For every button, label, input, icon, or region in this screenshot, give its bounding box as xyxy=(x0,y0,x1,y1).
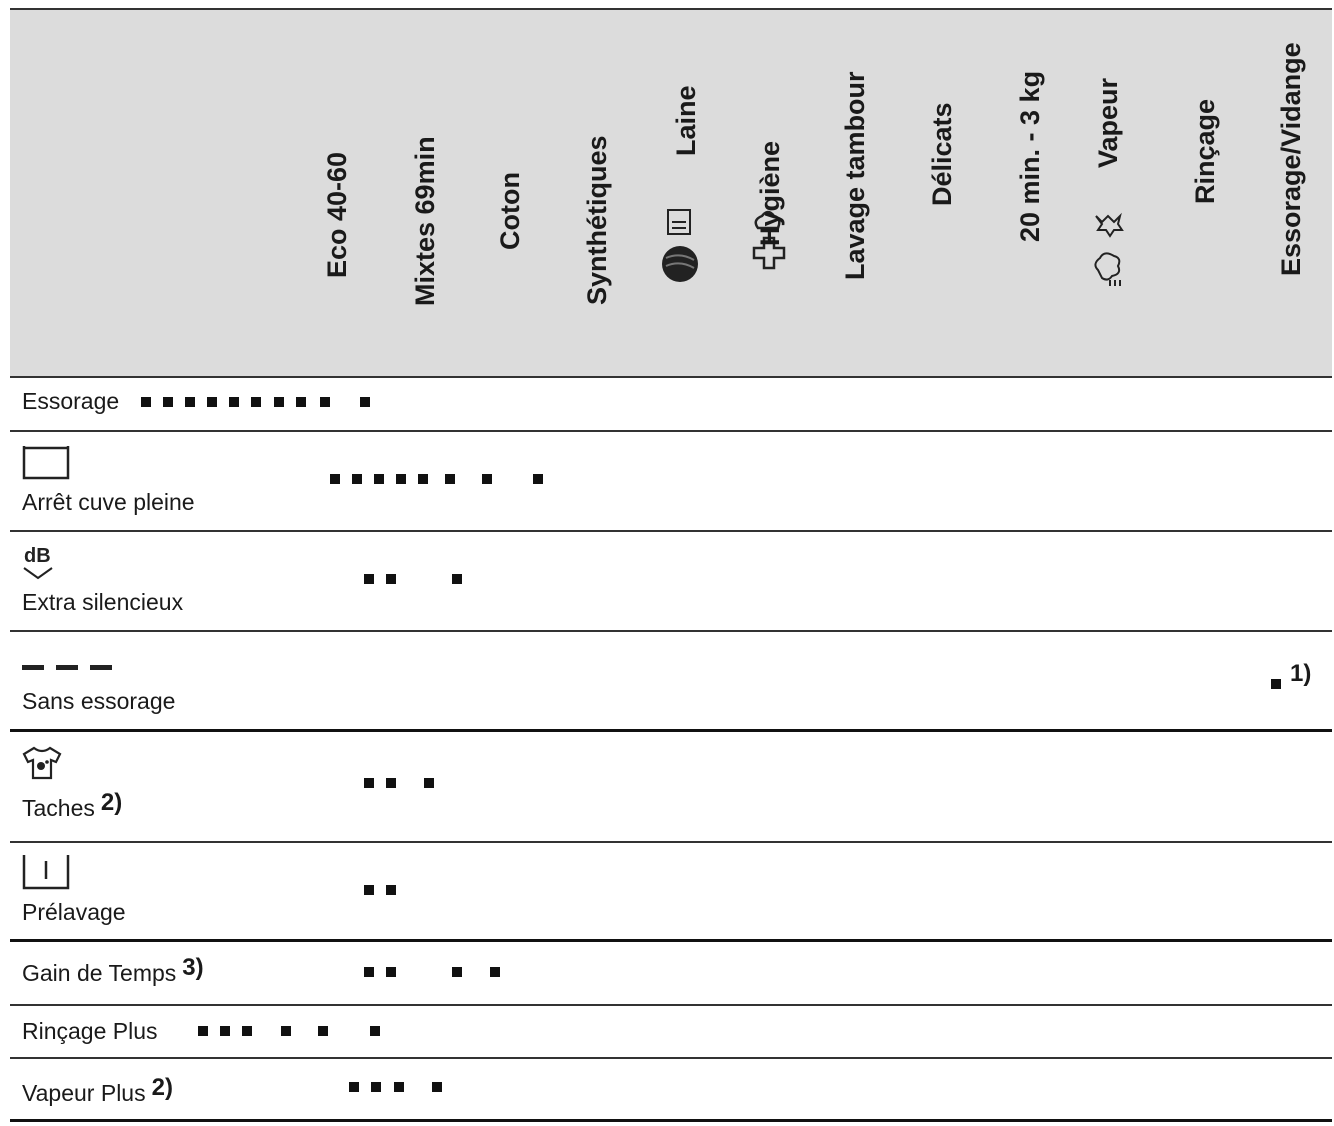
option-mark xyxy=(185,397,195,407)
option-mark xyxy=(370,1026,380,1036)
option-mark xyxy=(198,1026,208,1036)
row-label: Prélavage xyxy=(22,899,126,925)
table-row xyxy=(22,1018,158,1045)
option-mark xyxy=(274,397,284,407)
option-mark xyxy=(424,778,434,788)
option-mark xyxy=(374,474,384,484)
row-label: Extra silencieux xyxy=(22,589,184,615)
option-mark xyxy=(533,474,543,484)
option-mark xyxy=(364,967,374,977)
table-row xyxy=(22,688,175,715)
column-header xyxy=(297,8,377,376)
footnote-marker: 2) xyxy=(100,789,123,816)
option-mark xyxy=(141,397,151,407)
column-label: Mixtes 69min xyxy=(410,136,440,306)
table-row xyxy=(22,954,204,988)
column-header xyxy=(902,8,982,376)
option-mark xyxy=(207,397,217,407)
column-label: Synthétiques xyxy=(582,135,612,305)
row-divider xyxy=(10,630,1332,632)
row-divider xyxy=(10,430,1332,432)
column-header xyxy=(1251,8,1331,376)
option-mark xyxy=(360,397,370,407)
table-row xyxy=(22,489,195,516)
option-mark xyxy=(330,474,340,484)
table-row xyxy=(22,388,119,415)
column-label: Délicats xyxy=(927,102,957,206)
footnote-marker: 3) xyxy=(182,954,204,981)
column-label: Hygiène xyxy=(755,140,785,246)
footnote-marker: 2) xyxy=(151,1074,173,1101)
option-mark xyxy=(452,574,462,584)
option-mark xyxy=(364,778,374,788)
column-header xyxy=(1068,8,1148,376)
option-mark xyxy=(394,1082,404,1092)
row-label: Vapeur Plus xyxy=(22,1080,146,1106)
column-header xyxy=(815,8,895,376)
option-mark xyxy=(371,1082,381,1092)
option-mark xyxy=(482,474,492,484)
column-label: Essorage/Vidange xyxy=(1276,42,1306,276)
table-row xyxy=(22,899,126,926)
row-divider xyxy=(10,841,1332,843)
row-label: Arrêt cuve pleine xyxy=(22,489,195,515)
option-mark xyxy=(229,397,239,407)
table-row xyxy=(22,589,183,616)
row-divider xyxy=(10,1004,1332,1006)
option-mark xyxy=(242,1026,252,1036)
option-mark xyxy=(281,1026,291,1036)
column-label: Coton xyxy=(495,172,525,250)
row-divider xyxy=(10,729,1332,732)
row-divider xyxy=(10,1057,1332,1059)
option-mark xyxy=(386,778,396,788)
table-row xyxy=(22,789,123,823)
option-mark xyxy=(296,397,306,407)
option-mark xyxy=(349,1082,359,1092)
option-mark xyxy=(251,397,261,407)
column-header xyxy=(1165,8,1245,376)
column-header xyxy=(990,8,1070,376)
option-mark xyxy=(364,885,374,895)
option-mark xyxy=(418,474,428,484)
row-divider xyxy=(10,376,1332,378)
option-mark xyxy=(1271,679,1281,689)
column-header xyxy=(730,8,810,376)
column-label: Eco 40-60 xyxy=(322,151,352,278)
option-mark xyxy=(386,967,396,977)
db-silent-icon xyxy=(22,542,62,582)
column-label: Rinçage xyxy=(1190,98,1220,204)
row-label: Taches xyxy=(22,795,95,821)
option-mark xyxy=(432,1082,442,1092)
row-divider xyxy=(10,939,1332,942)
option-mark xyxy=(490,967,500,977)
column-header xyxy=(385,8,465,376)
row-label: Gain de Temps xyxy=(22,960,177,986)
footnote-marker: 1) xyxy=(1290,660,1312,687)
table-row xyxy=(22,1074,173,1108)
row-label: Sans essorage xyxy=(22,688,176,714)
stain-shirt-icon xyxy=(22,745,62,781)
wool-icon xyxy=(658,202,702,288)
column-header xyxy=(646,8,726,376)
option-mark xyxy=(386,885,396,895)
option-mark xyxy=(386,574,396,584)
row-label: Rinçage Plus xyxy=(22,1018,158,1044)
prewash-icon xyxy=(22,853,72,891)
option-mark xyxy=(352,474,362,484)
option-mark xyxy=(318,1026,328,1036)
column-label: Lavage tambour xyxy=(840,71,870,280)
option-mark xyxy=(452,967,462,977)
option-mark xyxy=(364,574,374,584)
option-mark xyxy=(320,397,330,407)
steam-icon xyxy=(1088,208,1128,296)
option-mark xyxy=(445,474,455,484)
option-mark xyxy=(163,397,173,407)
table-bottom-border xyxy=(10,1119,1332,1122)
option-mark xyxy=(396,474,406,484)
tub-full-icon xyxy=(22,444,72,480)
column-label: Vapeur xyxy=(1093,77,1123,168)
svg-text:dB: dB xyxy=(24,545,51,567)
column-label: 20 min. - 3 kg xyxy=(1015,70,1045,242)
dashes-icon xyxy=(22,664,114,672)
column-header xyxy=(470,8,550,376)
column-header xyxy=(557,8,637,376)
column-label: Laine xyxy=(671,85,701,156)
row-label: Essorage xyxy=(22,388,120,414)
row-divider xyxy=(10,530,1332,532)
option-mark xyxy=(220,1026,230,1036)
